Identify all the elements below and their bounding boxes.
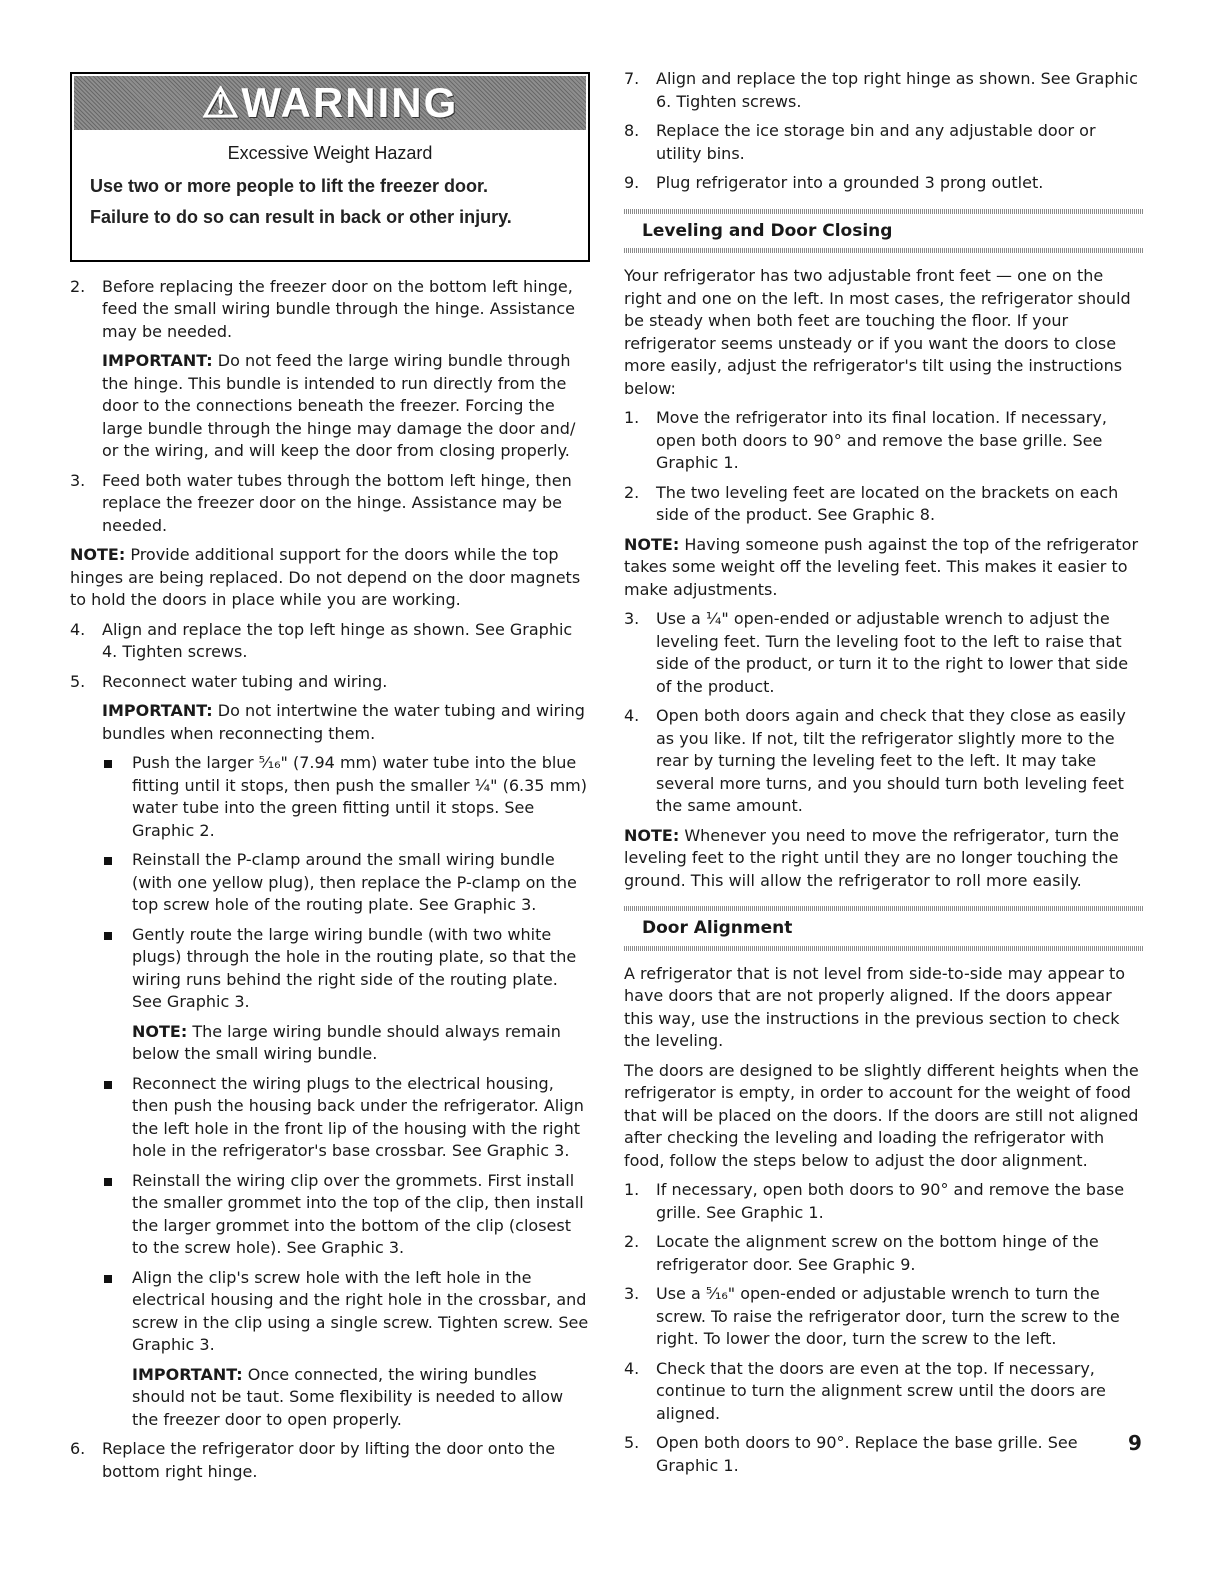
- step-number: 3.: [624, 1284, 640, 1303]
- step-number: 4.: [624, 706, 640, 725]
- step-number: 1.: [624, 408, 640, 427]
- warning-title: ⚠WARNING: [201, 78, 459, 126]
- important-label: IMPORTANT:: [102, 351, 213, 370]
- bullet-square-icon: [102, 752, 132, 842]
- step-number: 2.: [70, 276, 86, 296]
- bullet-square-icon: [102, 849, 132, 917]
- warning-box: [70, 72, 590, 262]
- step-text: Feed both water tubes through the bottom left hinge, then replace the freezer door on the hinge. Assistance may be needed.: [102, 470, 572, 535]
- alignment-step-5: [624, 1432, 1144, 1477]
- warning-banner: [74, 76, 586, 130]
- step-8: [624, 120, 1144, 165]
- bullet-important: [70, 1364, 590, 1432]
- bullet-square-icon: [102, 1267, 132, 1357]
- step-text: Align and replace the top right hinge as shown. See Graphic 6. Tighten screws.: [656, 69, 1138, 111]
- important-text: Do not feed the large wiring bundle through the hinge. This bundle is intended to run directly from the door to the connections beneath the freezer. Forcing the large bundle through the hinge may damage the door and/ or the wiring, and will keep the door from closing properly.: [102, 351, 576, 460]
- heading-rule: [624, 906, 1144, 911]
- bullet-square-icon: [102, 1170, 132, 1260]
- note-text: Having someone push against the top of the refrigerator takes some weight off the leveling feet. This makes it easier to make adjustments.: [624, 534, 1139, 599]
- step-number: 5.: [624, 1433, 640, 1452]
- step-text: Replace the ice storage bin and any adjustable door or utility bins.: [656, 121, 1096, 163]
- note-text: Whenever you need to move the refrigerator, turn the leveling feet to the right until they are no longer touching the ground. This will allow the refrigerator to roll more easily.: [624, 825, 1120, 890]
- important-text: Do not intertwine the water tubing and wiring bundles when reconnecting them.: [102, 701, 585, 743]
- step-text: Use a ¹⁄₄" open-ended or adjustable wrench to adjust the leveling feet. Turn the leveling foot to the left to raise that side of the product, or turn it to the right to lower that side of the product.: [656, 609, 1129, 696]
- step-number: 5.: [70, 671, 86, 691]
- step-2: [70, 276, 590, 344]
- leveling-step-1: [624, 407, 1144, 475]
- bullet-item: [70, 1170, 590, 1260]
- step-number: 4.: [70, 619, 86, 639]
- intro-paragraph: Your refrigerator has two adjustable front feet — one on the right and one on the left. In most cases, the refrigerator should be steady when both feet are touching the floor. If your refrigerator seems unsteady or if you want the doors to close more easily, adjust the refrigerator's tilt using the instructions below:: [624, 266, 1131, 398]
- step-number: 2.: [624, 482, 640, 502]
- step-number: 1.: [624, 1180, 640, 1199]
- leveling-step-2: [624, 482, 1144, 527]
- step-text: The two leveling feet are located on the brackets on each side of the product. See Graphic 8.: [656, 482, 1119, 524]
- bullet-item: [70, 849, 590, 917]
- step-9: [624, 172, 1144, 195]
- alignment-step-4: [624, 1358, 1144, 1426]
- left-column: [70, 68, 590, 1490]
- step-text: Reconnect water tubing and wiring.: [102, 671, 388, 691]
- alignment-step-3: [624, 1283, 1144, 1351]
- heading-rule: [624, 209, 1144, 214]
- bullet-text: Reconnect the wiring plugs to the electrical housing, then push the housing back under the refrigerator. Align the left hole in the front lip of the housing with the right hole in the refrigerator's base crossbar. See Graphic 3.: [132, 1073, 584, 1160]
- note-label: NOTE:: [132, 1021, 188, 1041]
- bullet-item: [70, 924, 590, 1014]
- step-text: Move the refrigerator into its final location. If necessary, open both doors to 90° and remove the base grille. See Graphic 1.: [656, 408, 1107, 472]
- warning-line: Use two or more people to lift the freezer door.: [90, 175, 489, 196]
- heading-rule: [624, 946, 1144, 951]
- warning-body: [72, 130, 588, 260]
- step-5: [70, 671, 590, 694]
- section-heading-leveling: [624, 209, 1144, 254]
- leveling-step-3: [624, 608, 1144, 698]
- step-3: [70, 470, 590, 538]
- bullet-text: Reinstall the P-clamp around the small wiring bundle (with one yellow plug), then replace the P-clamp on the top screw hole of the routing plate. See Graphic 3.: [132, 850, 577, 914]
- important-note: [70, 350, 590, 463]
- step-7: [624, 68, 1144, 113]
- alignment-paragraph: The doors are designed to be slightly different heights when the refrigerator is empty, in order to account for the weight of food that will be placed on the doors. If the doors are still not aligned after checking the leveling and loading the refrigerator with food, follow the steps below to adjust the door alignment.: [624, 1060, 1139, 1170]
- right-column: [624, 68, 1144, 1484]
- step-text: Open both doors to 90°. Replace the base grille. See Graphic 1.: [656, 1433, 1078, 1475]
- step-text: Plug refrigerator into a grounded 3 prong outlet.: [656, 173, 1044, 192]
- important-text: Once connected, the wiring bundles should not be taut. Some flexibility is needed to allow the freezer door to open properly.: [132, 1364, 564, 1429]
- step-number: 2.: [624, 1232, 640, 1251]
- bullet-text: Gently route the large wiring bundle (with two white plugs) through the hole in the routing plate, so that the wiring runs behind the right side of the routing plate. See Graphic 3.: [132, 924, 577, 1011]
- note-paragraph: [624, 825, 1144, 893]
- step-text: Open both doors again and check that they close as easily as you like. If not, tilt the refrigerator slightly more to the rear by turning the leveling feet to the left. It may take several more turns, and you should turn both leveling feet the same amount.: [656, 706, 1126, 815]
- step-number: 3.: [70, 470, 86, 490]
- bullet-text: Align the clip's screw hole with the left hole in the electrical housing and the right hole in the crossbar, and screw in the clip using a single screw. Tighten screw. See Graphic 3.: [132, 1267, 589, 1354]
- step-text: Replace the refrigerator door by lifting the door onto the bottom right hinge.: [102, 1439, 556, 1481]
- alignment-step-1: [624, 1179, 1144, 1224]
- step-number: 9.: [624, 173, 640, 192]
- note-label: NOTE:: [70, 545, 126, 564]
- bullet-square-icon: [102, 1073, 132, 1163]
- alignment-paragraph: A refrigerator that is not level from side-to-side may appear to have doors that are not properly aligned. If the doors appear this way, use the instructions in the previous section to check the leveling.: [624, 963, 1126, 1050]
- section-title: Door Alignment: [642, 918, 793, 938]
- step-number: 8.: [624, 121, 640, 140]
- step-number: 6.: [70, 1439, 86, 1458]
- step-text: Check that the doors are even at the top. If necessary, continue to turn the alignment screw until the doors are aligned.: [656, 1358, 1106, 1423]
- bullet-text: Reinstall the wiring clip over the grommets. First install the smaller grommet into the top of the clip, then install the larger grommet into the bottom of the clip (closest to the screw hole). See Graphic 3.: [132, 1170, 584, 1257]
- step-text: Locate the alignment screw on the bottom hinge of the refrigerator door. See Graphic 9.: [656, 1232, 1099, 1274]
- bullet-item: [70, 1073, 590, 1163]
- hazard-title: Excessive Weight Hazard: [227, 143, 433, 163]
- note-label: NOTE:: [624, 534, 680, 554]
- important-label: IMPORTANT:: [102, 701, 213, 720]
- section-heading-alignment: [624, 906, 1144, 951]
- step-text: Before replacing the freezer door on the bottom left hinge, feed the small wiring bundle through the hinge. Assistance may be needed.: [102, 276, 575, 341]
- bullet-item: [70, 752, 590, 842]
- warning-line: Failure to do so can result in back or other injury.: [90, 207, 512, 227]
- page-number: 9: [1128, 1431, 1142, 1455]
- bullet-note: [70, 1021, 590, 1066]
- note-paragraph: [70, 544, 590, 612]
- step-number: 4.: [624, 1358, 640, 1378]
- leveling-step-4: [624, 705, 1144, 818]
- step-number: 3.: [624, 609, 640, 628]
- heading-rule: [624, 248, 1144, 253]
- step-number: 7.: [624, 69, 640, 88]
- step-6: [70, 1438, 590, 1483]
- bullet-text: Push the larger ⁵⁄₁₆" (7.94 mm) water tube into the blue fitting until it stops, then push the smaller ¹⁄₄" (6.35 mm) water tube into the green fitting until it stops. See Graphic 2.: [132, 753, 587, 840]
- important-note: [70, 700, 590, 745]
- note-text: Provide additional support for the doors while the top hinges are being replaced. Do not depend on the door magnets to hold the doors in place while you are working.: [70, 545, 581, 609]
- step-text: If necessary, open both doors to 90° and remove the base grille. See Graphic 1.: [656, 1180, 1125, 1222]
- note-paragraph: [624, 534, 1144, 602]
- note-label: NOTE:: [624, 825, 680, 845]
- bullet-item: [70, 1267, 590, 1357]
- step-text: Use a ⁵⁄₁₆" open-ended or adjustable wrench to turn the screw. To raise the refrigerator door, turn the screw to the right. To lower the door, turn the screw to the left.: [656, 1284, 1120, 1348]
- important-label: IMPORTANT:: [132, 1364, 243, 1384]
- step-text: Align and replace the top left hinge as shown. See Graphic 4. Tighten screws.: [102, 619, 573, 661]
- step-4: [70, 619, 590, 664]
- bullet-square-icon: [102, 924, 132, 1014]
- note-text: The large wiring bundle should always remain below the small wiring bundle.: [132, 1021, 561, 1063]
- section-title: Leveling and Door Closing: [642, 220, 893, 241]
- alignment-step-2: [624, 1231, 1144, 1276]
